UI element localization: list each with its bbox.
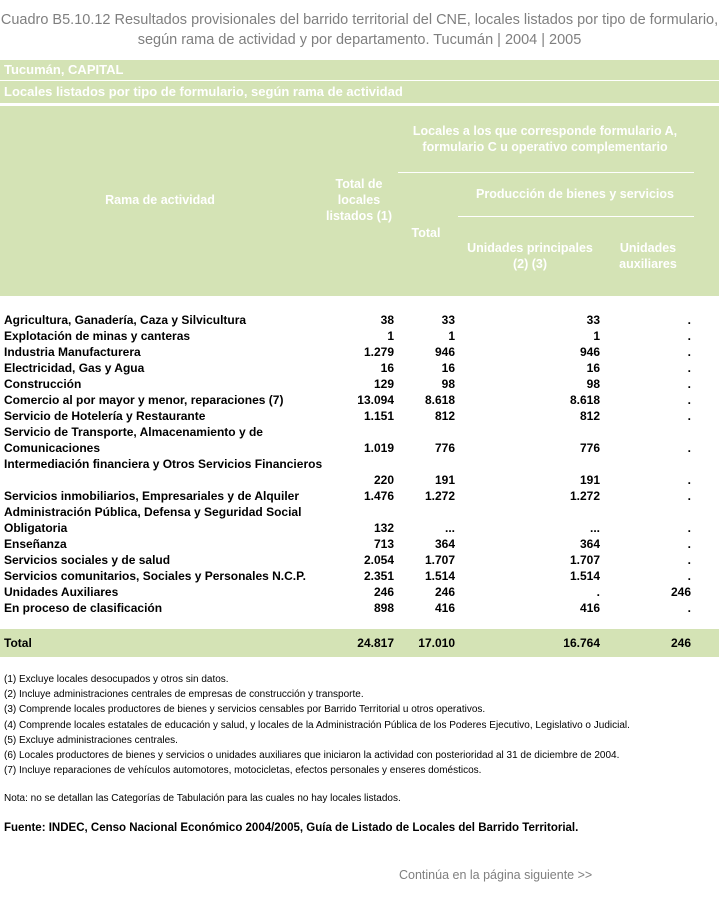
footnote: (7) Incluye reparaciones de vehículos automotores, motocicletas, efectos personales y enseres domésticos. xyxy=(4,765,482,777)
row-c4: . xyxy=(687,601,691,615)
row-c4: . xyxy=(687,329,691,343)
row-c2: 191 xyxy=(434,473,455,487)
row-c4: . xyxy=(687,521,691,535)
row-c3: 812 xyxy=(579,409,600,423)
row-c3: 1.707 xyxy=(569,553,600,567)
total-c1: 24.817 xyxy=(357,636,394,650)
row-c1: 220 xyxy=(373,473,394,487)
total-row xyxy=(0,629,719,657)
row-c3: 16 xyxy=(586,361,600,375)
table-row xyxy=(0,376,719,392)
table-row xyxy=(0,504,719,536)
row-c4: . xyxy=(687,393,691,407)
row-c3: 33 xyxy=(586,313,600,327)
row-c4: . xyxy=(687,345,691,359)
row-c4: . xyxy=(687,441,691,455)
row-c4: . xyxy=(687,473,691,487)
row-c3: 191 xyxy=(579,473,600,487)
note: Nota: no se detallan las Categorías de Tabulación para las cuales no hay locales listados. xyxy=(4,793,401,804)
row-c4: . xyxy=(687,377,691,391)
row-c3: 98 xyxy=(586,377,600,391)
row-label: Industria Manufacturera xyxy=(4,345,141,359)
row-c2: 364 xyxy=(434,537,455,551)
row-c1: 16 xyxy=(380,361,394,375)
footnote: (6) Locales productores de bienes y servicios o unidades auxiliares que iniciaron la actividad con posterioridad al 31 de diciembre de 2004. xyxy=(4,750,620,762)
row-c4: . xyxy=(687,489,691,503)
row-c2: 33 xyxy=(441,313,455,327)
footnote: (5) Excluye administraciones centrales. xyxy=(4,734,178,746)
row-c3: 1.514 xyxy=(569,569,600,583)
table-title: Cuadro B5.10.12 Resultados provisionales del barrido territorial del CNE, locales listados por tipo de formulario, según rama de actividad y por departamento. Tucumán | 2004 | 2005 xyxy=(0,12,719,48)
subtitle-band: Locales listados por tipo de formulario, según rama de actividad xyxy=(0,81,719,103)
row-label-cont: Obligatoria xyxy=(4,521,68,535)
row-label: Servicios sociales y de salud xyxy=(4,553,171,567)
row-c1: 1.151 xyxy=(363,409,394,423)
row-c3: ... xyxy=(589,521,600,535)
row-c2: 8.618 xyxy=(424,393,455,407)
row-label: Servicios inmobiliarios, Empresariales y de Alquiler xyxy=(4,489,300,503)
table-row xyxy=(0,488,719,504)
footnote: (4) Comprende locales estatales de educación y salud, y locales de la Administración Pública de los Poderes Ejecutivo, Legislativo o Judicial. xyxy=(4,719,630,731)
row-c4: . xyxy=(687,537,691,551)
row-c1: 132 xyxy=(373,521,394,535)
row-c2: 1 xyxy=(448,329,455,343)
row-c1: 2.054 xyxy=(363,553,394,567)
row-c3: 776 xyxy=(579,441,600,455)
row-c1: 13.094 xyxy=(357,393,394,407)
total-c2: 17.010 xyxy=(418,636,455,650)
table-row xyxy=(0,456,719,488)
header-divider-2 xyxy=(458,216,694,217)
row-c4: . xyxy=(687,361,691,375)
row-label: Construcción xyxy=(4,377,82,391)
header-total: Total xyxy=(411,226,441,240)
row-label-cont: Comunicaciones xyxy=(4,441,101,455)
row-c1: 713 xyxy=(373,537,394,551)
total-label: Total xyxy=(4,636,32,650)
table-row xyxy=(0,584,719,600)
row-c1: 2.351 xyxy=(363,569,394,583)
footnote: (1) Excluye locales desocupados y otros sin datos. xyxy=(4,674,229,685)
row-c2: 776 xyxy=(434,441,455,455)
row-c2: 16 xyxy=(441,361,455,375)
row-c4: 246 xyxy=(670,585,691,599)
row-label: Servicios comunitarios, Sociales y Personales N.C.P. xyxy=(4,569,306,583)
row-c1: 1.476 xyxy=(363,489,394,503)
footnote: (2) Incluye administraciones centrales de empresas de construcción y transporte. xyxy=(4,689,364,701)
total-c4: 246 xyxy=(670,636,691,650)
header-rama: Rama de actividad xyxy=(105,193,215,207)
table-row xyxy=(0,360,719,376)
row-c3: 364 xyxy=(579,537,600,551)
row-label: Enseñanza xyxy=(4,537,67,551)
table-header xyxy=(0,106,719,296)
row-c1: 38 xyxy=(380,313,394,327)
row-c2: 1.707 xyxy=(424,553,455,567)
total-c3: 16.764 xyxy=(563,636,600,650)
row-c4: . xyxy=(687,553,691,567)
region-band: Tucumán, CAPITAL xyxy=(0,60,719,80)
table-row xyxy=(0,312,719,328)
footnotes xyxy=(4,672,630,778)
table-body xyxy=(0,312,719,616)
header-principales: Unidades principales (2) (3) xyxy=(467,241,593,271)
row-c2: 946 xyxy=(434,345,455,359)
source: Fuente: INDEC, Censo Nacional Económico 2004/2005, Guía de Listado de Locales del Barrido Territorial. xyxy=(4,822,579,834)
row-label: Agricultura, Ganadería, Caza y Silvicultura xyxy=(4,313,247,327)
footnote: (3) Comprende locales productores de bienes y servicios censables por Barrido Territorial u otros operativos. xyxy=(4,704,486,716)
header-divider-1 xyxy=(398,172,694,173)
table-row xyxy=(0,552,719,568)
row-label: En proceso de clasificación xyxy=(4,601,163,615)
header-group: Locales a los que corresponde formulario A, formulario C u operativo complementario xyxy=(412,124,678,154)
row-c3: 1.272 xyxy=(569,489,600,503)
row-label: Servicio de Hotelería y Restaurante xyxy=(4,409,206,423)
row-label: Servicio de Transporte, Almacenamiento y de xyxy=(4,425,263,439)
row-label: Administración Pública, Defensa y Seguridad Social xyxy=(4,505,302,519)
row-c3: 946 xyxy=(579,345,600,359)
table-row xyxy=(0,424,719,456)
header-total-locales: Total de locales listados (1) xyxy=(326,177,392,223)
row-c2: 246 xyxy=(434,585,455,599)
row-c4: . xyxy=(687,409,691,423)
row-c2: ... xyxy=(444,521,455,535)
row-c3: 8.618 xyxy=(569,393,600,407)
row-c1: 1.279 xyxy=(363,345,394,359)
row-c3: 1 xyxy=(593,329,600,343)
table-row xyxy=(0,568,719,584)
row-c1: 246 xyxy=(373,585,394,599)
continue-link[interactable]: Continúa en la página siguiente >> xyxy=(399,868,593,882)
row-c2: 416 xyxy=(434,601,455,615)
table-row xyxy=(0,392,719,408)
row-c2: 98 xyxy=(441,377,455,391)
table-row xyxy=(0,600,719,616)
row-c2: 812 xyxy=(434,409,455,423)
table-row xyxy=(0,408,719,424)
row-c4: . xyxy=(687,569,691,583)
row-c1: 129 xyxy=(373,377,394,391)
header-auxiliares: Unidades auxiliares xyxy=(619,241,677,271)
row-c2: 1.272 xyxy=(424,489,455,503)
row-c3: 416 xyxy=(579,601,600,615)
row-label: Comercio al por mayor y menor, reparaciones (7) xyxy=(4,393,284,407)
table-row xyxy=(0,328,719,344)
row-c1: 1 xyxy=(387,329,394,343)
row-c3: . xyxy=(596,585,600,599)
row-c1: 1.019 xyxy=(363,441,394,455)
row-label: Electricidad, Gas y Agua xyxy=(4,361,145,375)
table-row xyxy=(0,344,719,360)
row-label: Intermediación financiera y Otros Servicios Financieros xyxy=(4,457,323,471)
row-c2: 1.514 xyxy=(424,569,455,583)
row-label: Unidades Auxiliares xyxy=(4,585,119,599)
row-c4: . xyxy=(687,313,691,327)
header-produccion: Producción de bienes y servicios xyxy=(476,187,674,201)
row-c1: 898 xyxy=(373,601,394,615)
row-label: Explotación de minas y canteras xyxy=(4,329,191,343)
table-row xyxy=(0,536,719,552)
